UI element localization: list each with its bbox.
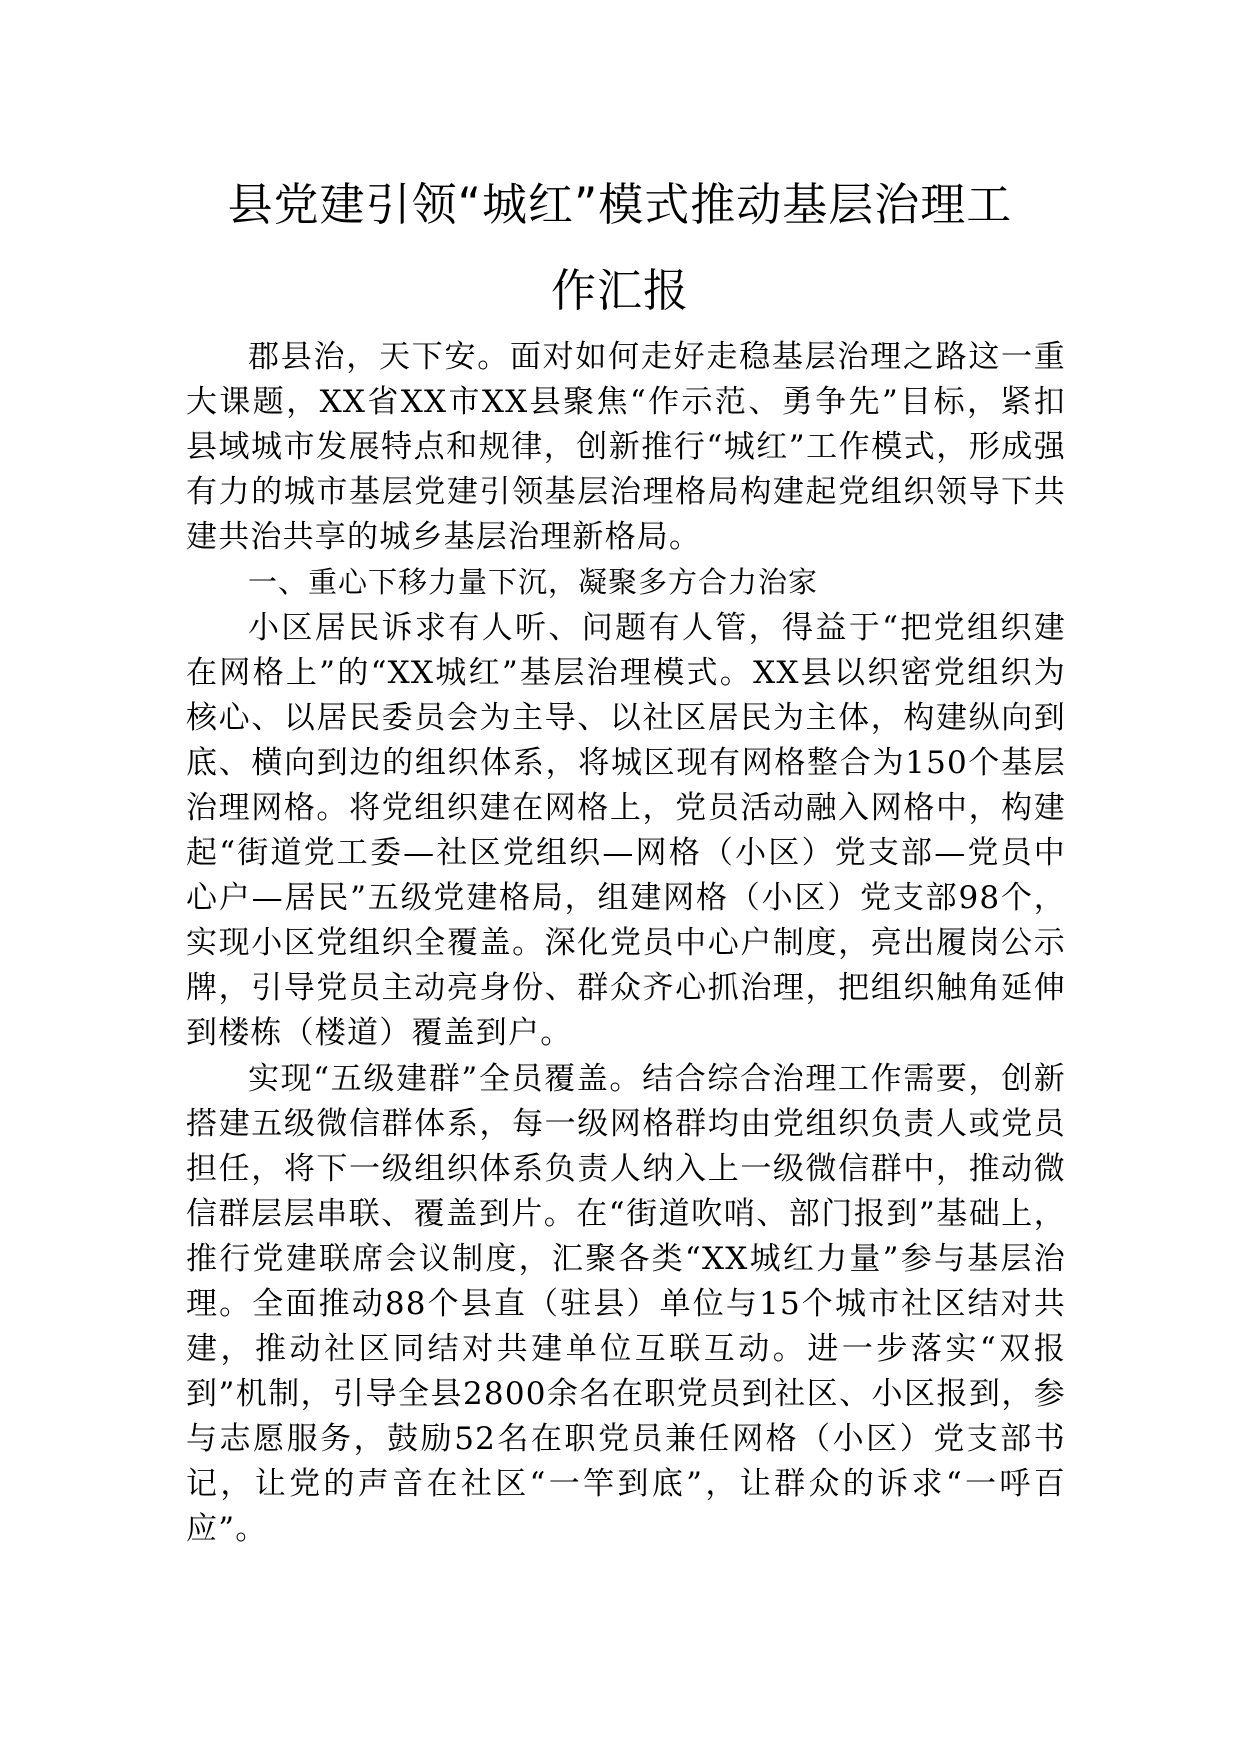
paragraph-section-1-a: 小区居民诉求有人听、问题有人管，得益于“把党组织建在网格上”的“XX城红”基层治理模式。XX县以织密党组织为核心、以居民委员会为主导、以社区居民为主体，构建纵向到底、横向到边的组织体系，将城区现有网格整合为150个基层治理网格。将党组织建在网格上，党员活动融入网格中，构建起“街道党工委—社区党组织—网格（小区）党支部—党员中心户—居民”五级党建格局，组建网格（小区）党支部98个，实现小区党组织全覆盖。深化党员中心户制度，亮出履岗公示牌，引导党员主动亮身份、群众齐心抓治理，把组织触角延伸到楼栋（楼道）覆盖到户。	[186, 609, 1066, 1052]
paragraph-intro: 郡县治，天下安。面对如何走好走稳基层治理之路这一重大课题，XX省XX市XX县聚焦“作示范、勇争先”目标，紧扣县域城市发展特点和规律，创新推行“城红”工作模式，形成强有力的城市基层党建引领基层治理格局构建起党组织领导下共建共治共享的城乡基层治理新格局。	[186, 339, 1066, 556]
document-title-line-1: 县党建引领“城红”模式推动基层治理工	[227, 178, 1013, 231]
document-title-line-2: 作汇报	[550, 264, 689, 317]
paragraph-section-1-b: 实现“五级建群”全员覆盖。结合综合治理工作需要，创新搭建五级微信群体系，每一级网格群均由党组织负责人或党员担任，将下一级组织体系负责人纳入上一级微信群中，推动微信群层层串联、覆盖到片。在“街道吹哨、部门报到”基础上，推行党建联席会议制度，汇聚各类“XX城红力量”参与基层治理。全面推动88个县直（驻县）单位与15个城市社区结对共建，推动社区同结对共建单位互联互动。进一步落实“双报到”机制，引导全县2800余名在职党员到社区、小区报到，参与志愿服务，鼓励52名在职党员兼任网格（小区）党支部书记，让党的声音在社区“一竿到底”，让群众的诉求“一呼百应”。	[186, 1060, 1066, 1548]
document-body	[186, 335, 1066, 1553]
section-heading-1: 一、重心下移力量下沉，凝聚多方合力治家	[248, 565, 819, 600]
